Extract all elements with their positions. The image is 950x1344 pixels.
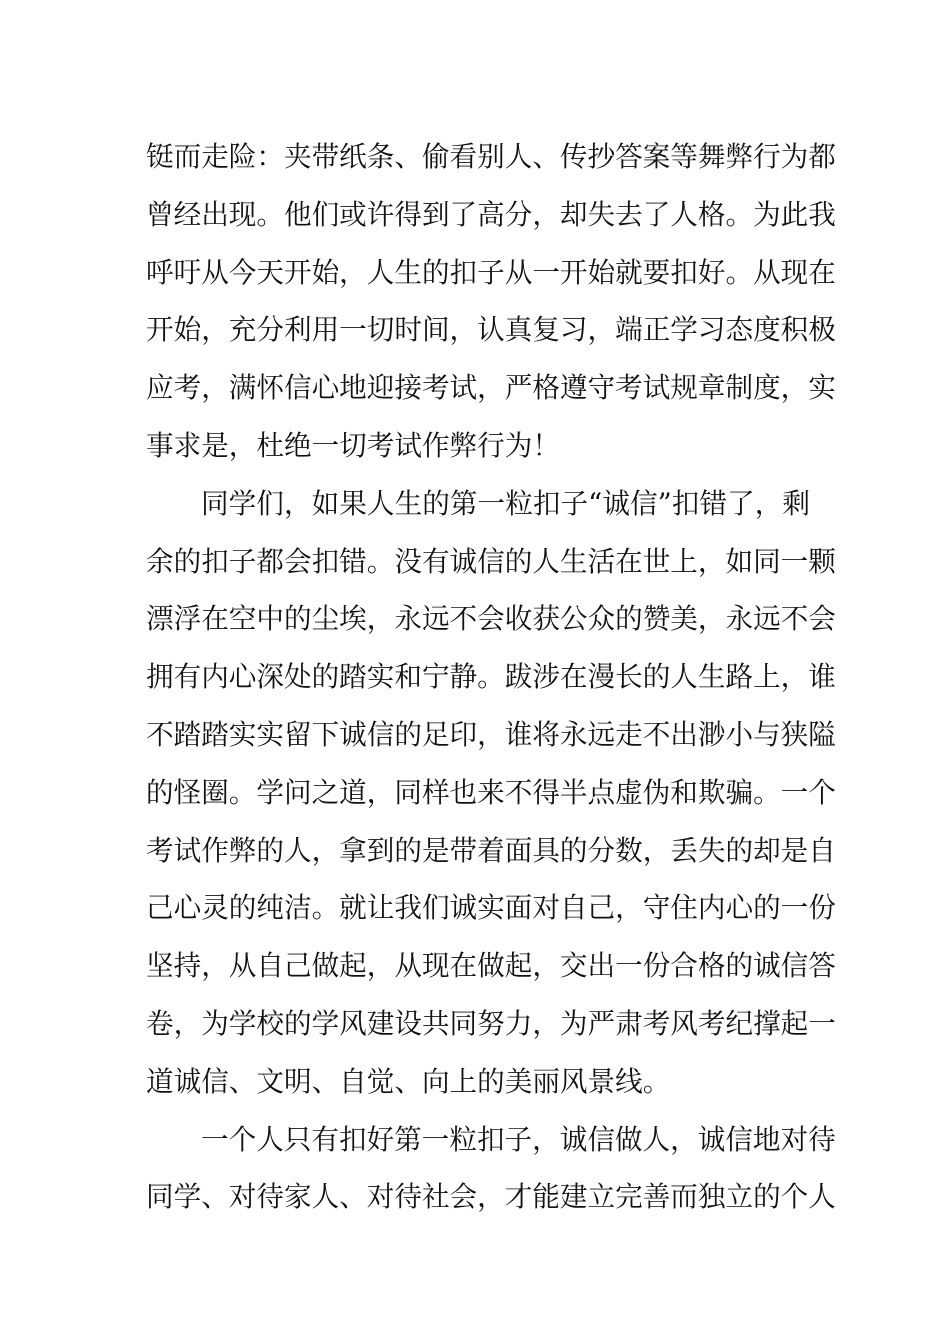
- text-line: 曾经出现。他们或许得到了高分，却失去了人格。为此我: [146, 197, 836, 231]
- text-line: 事求是，杜绝一切考试作弊行为！: [146, 428, 560, 462]
- text-line: 的怪圈。学问之道，同样也来不得半点虚伪和欺骗。一个: [146, 775, 836, 809]
- text-line: 不踏踏实实留下诚信的足印，谁将永远走不出渺小与狭隘: [146, 717, 836, 751]
- text-line: 坚持，从自己做起，从现在做起，交出一份合格的诚信答: [146, 949, 836, 983]
- text-line: 漂浮在空中的尘埃，永远不会收获公众的赞美，永远不会: [146, 602, 836, 636]
- text-line: 卷，为学校的学风建设共同努力，为严肃考风考纪撑起一: [146, 1006, 836, 1040]
- text-line: 应考，满怀信心地迎接考试，严格遵守考试规章制度，实: [146, 371, 836, 405]
- text-line: 拥有内心深处的踏实和宁静。跋涉在漫长的人生路上，谁: [146, 660, 836, 694]
- text-line: 同学、对待家人、对待社会，才能建立完善而独立的个人: [146, 1180, 836, 1214]
- text-line: 余的扣子都会扣错。没有诚信的人生活在世上，如同一颗: [146, 544, 836, 578]
- text-line: 考试作弊的人，拿到的是带着面具的分数，丢失的却是自: [146, 833, 836, 867]
- paragraph-first-line: 同学们，如果人生的第一粒扣子“诚信”扣错了，剩: [201, 486, 810, 520]
- text-line: 己心灵的纯洁。就让我们诚实面对自己，守住内心的一份: [146, 891, 836, 925]
- body-text: [146, 128, 836, 1226]
- text-line: 开始，充分利用一切时间，认真复习，端正学习态度积极: [146, 313, 836, 347]
- paragraph-first-line: 一个人只有扣好第一粒扣子，诚信做人，诚信地对待: [201, 1122, 836, 1156]
- text-line: 道诚信、文明、自觉、向上的美丽风景线。: [146, 1064, 671, 1098]
- text-line: 呼吁从今天开始，人生的扣子从一开始就要扣好。从现在: [146, 255, 836, 289]
- text-line: 铤而走险：夹带纸条、偷看别人、传抄答案等舞弊行为都: [146, 140, 836, 173]
